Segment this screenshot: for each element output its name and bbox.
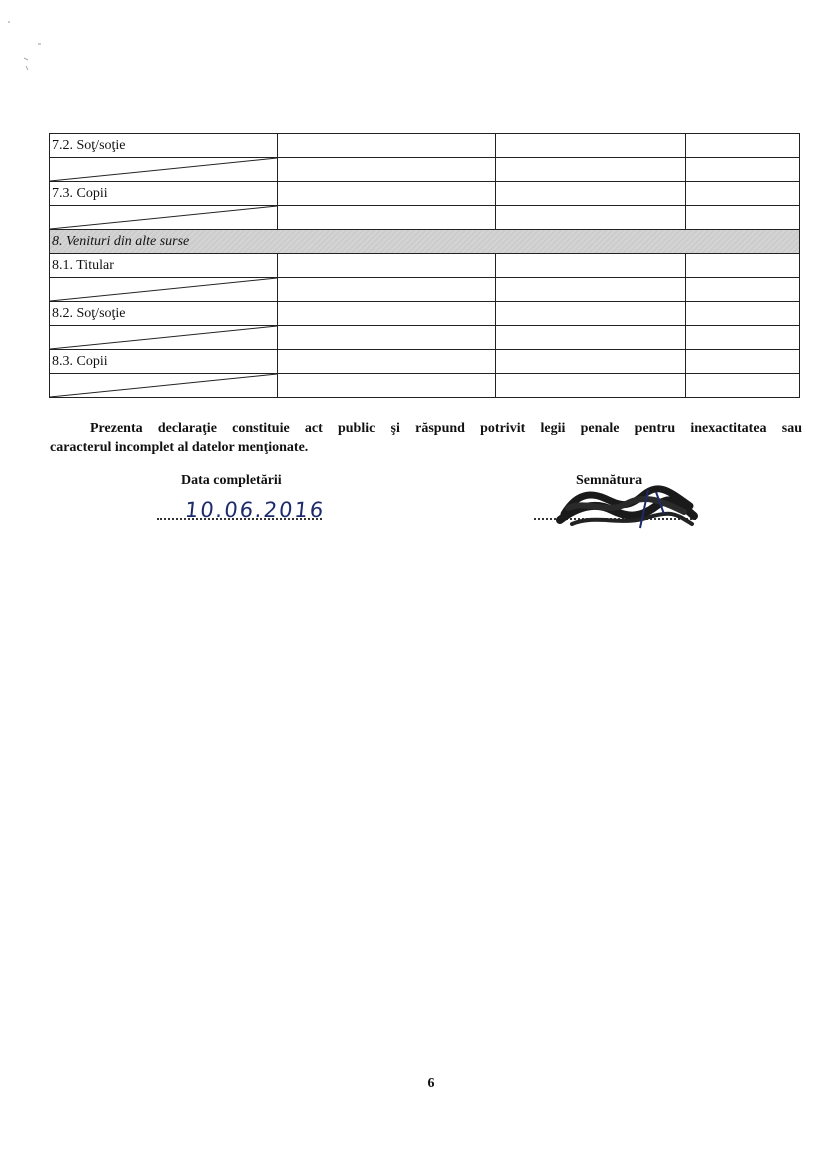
empty-cell xyxy=(278,254,496,278)
empty-cell xyxy=(496,158,686,182)
redacted-signature-icon xyxy=(556,484,698,532)
empty-cell xyxy=(278,350,496,374)
table-row xyxy=(50,206,800,230)
diagonal-line xyxy=(50,278,277,301)
income-table xyxy=(49,133,800,398)
empty-cell xyxy=(278,326,496,350)
page-number: 6 xyxy=(427,1076,435,1091)
empty-cell xyxy=(686,134,800,158)
declaration-line-1: Prezenta declaraţie constituie act public şi răspund potrivit legii penale pentru inexactitatea sau xyxy=(90,421,802,436)
empty-cell xyxy=(686,278,800,302)
table-row xyxy=(50,350,800,374)
empty-cell xyxy=(686,206,800,230)
empty-cell xyxy=(278,182,496,206)
diagonal-cell xyxy=(50,278,278,302)
empty-cell xyxy=(686,254,800,278)
row-label: 8.3. Copii xyxy=(50,350,278,374)
table-row xyxy=(50,278,800,302)
empty-cell xyxy=(496,278,686,302)
empty-cell xyxy=(686,158,800,182)
declaration-text xyxy=(50,419,802,457)
empty-cell xyxy=(496,374,686,398)
empty-cell xyxy=(496,182,686,206)
empty-cell xyxy=(496,350,686,374)
empty-cell xyxy=(278,206,496,230)
empty-cell xyxy=(686,182,800,206)
empty-cell xyxy=(496,254,686,278)
empty-cell xyxy=(686,374,800,398)
diagonal-line xyxy=(50,158,277,181)
table-row xyxy=(50,254,800,278)
empty-cell xyxy=(278,158,496,182)
section-row xyxy=(50,230,800,254)
empty-cell xyxy=(278,278,496,302)
empty-cell xyxy=(496,134,686,158)
table-row xyxy=(50,134,800,158)
empty-cell xyxy=(278,134,496,158)
row-label: 8.1. Titular xyxy=(50,254,278,278)
handwritten-date: 10.06.2016 xyxy=(183,498,327,522)
diagonal-line xyxy=(50,374,277,397)
empty-cell xyxy=(686,350,800,374)
diagonal-cell xyxy=(50,206,278,230)
declaration-line-2: caracterul incomplet al datelor menţionate. xyxy=(50,440,309,455)
table-row xyxy=(50,302,800,326)
empty-cell xyxy=(278,374,496,398)
income-table-body xyxy=(50,134,800,398)
empty-cell xyxy=(278,302,496,326)
diagonal-cell xyxy=(50,326,278,350)
empty-cell xyxy=(686,302,800,326)
row-label: 7.2. Soţ/soţie xyxy=(50,134,278,158)
margin-marks xyxy=(4,8,44,78)
empty-cell xyxy=(496,302,686,326)
row-label: 8.2. Soţ/soţie xyxy=(50,302,278,326)
diagonal-cell xyxy=(50,158,278,182)
diagonal-line xyxy=(50,326,277,349)
table-row xyxy=(50,158,800,182)
empty-cell xyxy=(496,326,686,350)
diagonal-line xyxy=(50,206,277,229)
empty-cell xyxy=(496,206,686,230)
signature-label: Semnătura xyxy=(576,473,643,488)
diagonal-cell xyxy=(50,374,278,398)
empty-cell xyxy=(686,326,800,350)
table-row xyxy=(50,374,800,398)
row-label: 7.3. Copii xyxy=(50,182,278,206)
section-heading: 8. Venituri din alte surse xyxy=(50,230,800,254)
table-row xyxy=(50,182,800,206)
table-row xyxy=(50,326,800,350)
date-label: Data completării xyxy=(181,473,282,488)
